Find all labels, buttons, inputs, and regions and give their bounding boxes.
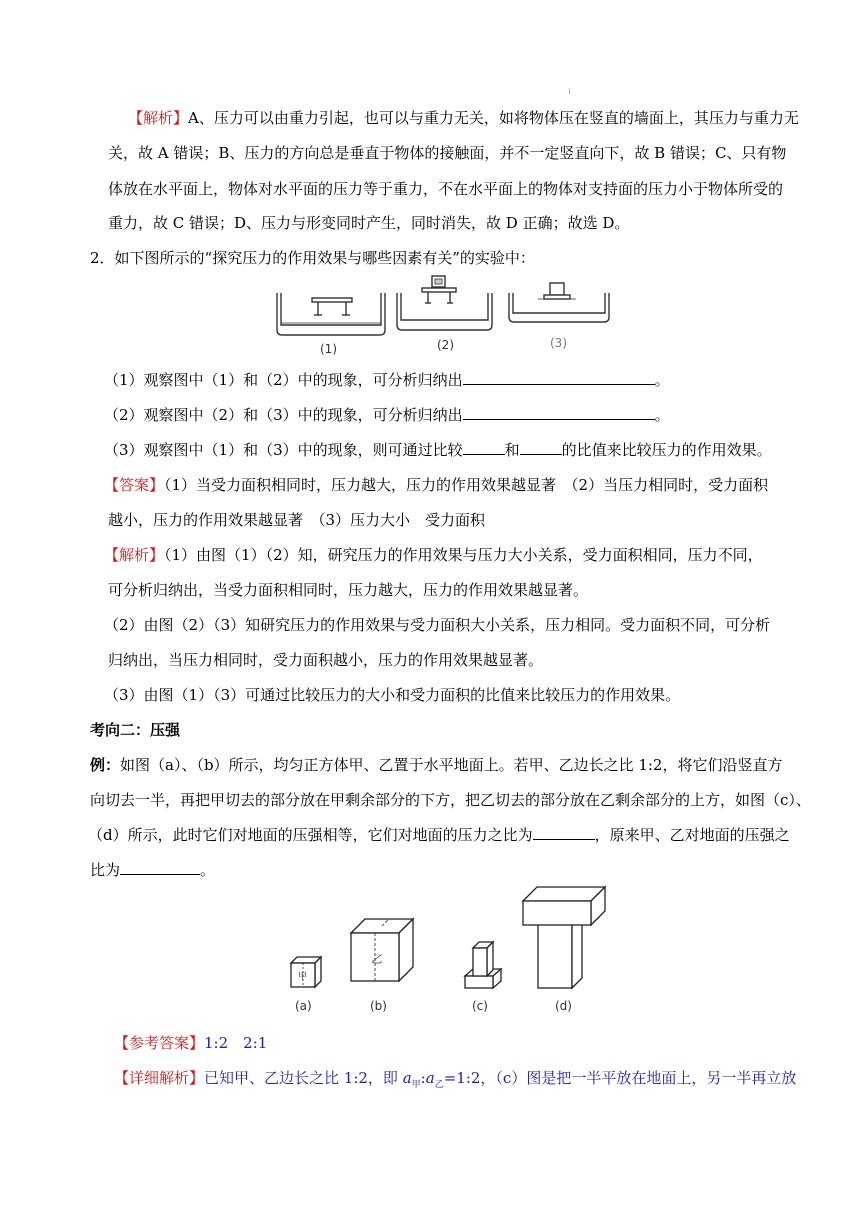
answer-blank[interactable]	[463, 405, 655, 420]
text: ，原来甲、乙对地面的压强之	[594, 826, 790, 844]
q1-analysis-line2: 关，故 A 错误；B、压力的方向总是垂直于物体的接触面，并不一定竖直向下，故 B 错误；C、只有物	[108, 144, 787, 162]
text: 。	[200, 861, 216, 879]
var-a: a	[425, 1069, 435, 1087]
fig-label-c: (c)	[472, 999, 488, 1013]
example-tag: 例：	[90, 756, 121, 774]
text: 和	[504, 441, 520, 459]
detail-tag: 【详细解析】	[114, 1069, 205, 1087]
fig-label-2: (2)	[437, 338, 454, 352]
page-mark: I	[568, 88, 571, 96]
section-heading: 考向二：压强	[90, 721, 181, 739]
q2-analysis-line1	[104, 545, 763, 565]
sub-jia: 甲	[411, 1080, 421, 1090]
fig-label-3: (3)	[550, 336, 567, 350]
var-a: a	[402, 1069, 412, 1087]
answer-blank[interactable]	[463, 370, 655, 385]
answer-blank[interactable]	[520, 440, 562, 455]
text: （1）当受力面积相同时，压力越大，压力的作用效果越显著 （2）当压力相同时，受力面积	[164, 476, 769, 494]
analysis-tag: 【解析】	[128, 109, 189, 127]
q2-stem: 2．如下图所示的“探究压力的作用效果与哪些因素有关”的实验中：	[90, 249, 535, 267]
text: （1）观察图中（1）和（2）中的现象，可分析归纳出	[104, 371, 463, 389]
q2-sub1	[104, 370, 670, 390]
example-line1	[90, 755, 782, 775]
ref-answer-text: 1:2 2:1	[204, 1034, 268, 1052]
text: 如图（a）、（b）所示，均匀正方体甲、乙置于水平地面上。若甲、乙边长之比 1:2，将它们沿竖直方	[120, 756, 783, 774]
analysis-tag: 【解析】	[104, 546, 165, 564]
colon: :	[420, 1069, 426, 1087]
q2-sub3	[104, 440, 772, 460]
text: 比为	[90, 861, 121, 879]
text: 已知甲、乙边长之比 1:2，即	[204, 1069, 403, 1087]
answer-tag: 【答案】	[104, 476, 165, 494]
ref-answer-tag: 【参考答案】	[114, 1034, 205, 1052]
cubes-figure	[285, 880, 615, 1020]
text: （d）所示，此时它们对地面的压强相等，它们对地面的压力之比为	[88, 826, 533, 844]
text: （3）观察图中（1）和（3）中的现象，则可通过比较	[104, 441, 463, 459]
text: （1）由图（1）（2）知，研究压力的作用效果与压力大小关系，受力面积相同，压力不同，	[164, 546, 763, 564]
q1-analysis-line1	[128, 108, 799, 128]
fig-label-d: (d)	[555, 999, 572, 1013]
example-line3	[88, 825, 790, 845]
sub-yi: 乙	[434, 1080, 444, 1090]
q1-analysis-line4: 重力，故 C 错误；D、压力与形变同时产生，同时消失，故 D 正确；故选 D。	[108, 214, 630, 232]
fig-label-1: (1)	[320, 342, 337, 356]
q2-answer-line1	[104, 475, 768, 495]
text: =1:2，（c）图是把一半平放在地面上，另一半再立放	[443, 1069, 797, 1087]
answer-blank[interactable]	[120, 860, 200, 875]
q2-analysis-line2: 可分析归纳出，当受力面积相同时，压力越大，压力的作用效果越显著。	[108, 581, 589, 599]
experiment-figure	[272, 275, 632, 365]
detail-analysis	[114, 1068, 796, 1095]
q2-analysis-line3: （2）由图（2）（3）知研究压力的作用效果与受力面积大小关系，压力相同。受力面积不同，可分析	[104, 616, 771, 634]
fig-label-b: (b)	[370, 999, 387, 1013]
q2-analysis-line5: （3）由图（1）（3）可通过比较压力的大小和受力面积的比值来比较压力的作用效果。	[104, 686, 681, 704]
q2-sub2	[104, 405, 670, 425]
text: 。	[654, 371, 670, 389]
q1-analysis-line3: 体放在水平面上，物体对水平面的压力等于重力，不在水平面上的物体对支持面的压力小于物体所受的	[108, 180, 784, 198]
label-jia: 甲	[298, 972, 308, 982]
q2-answer-line2: 越小，压力的作用效果越显著 （3）压力大小 受力面积	[108, 511, 486, 529]
text: 的比值来比较压力的作用效果。	[561, 441, 772, 459]
answer-blank[interactable]	[533, 825, 595, 840]
answer-blank[interactable]	[463, 440, 505, 455]
text: A、压力可以由重力引起，也可以与重力无关，如将物体压在竖直的墙面上，其压力与重力无	[188, 109, 799, 127]
example-line4	[90, 860, 215, 880]
ref-answer	[114, 1033, 267, 1053]
q2-analysis-line4: 归纳出，当压力相同时，受力面积越小，压力的作用效果越显著。	[108, 651, 544, 669]
fig-label-a: (a)	[295, 999, 312, 1013]
example-line2: 向切去一半，再把甲切去的部分放在甲剩余部分的下方，把乙切去的部分放在乙剩余部分的上方，如图（c）、	[90, 791, 811, 809]
text: 。	[654, 406, 670, 424]
label-yi: 乙	[371, 953, 382, 966]
text: （2）观察图中（2）和（3）中的现象，可分析归纳出	[104, 406, 463, 424]
